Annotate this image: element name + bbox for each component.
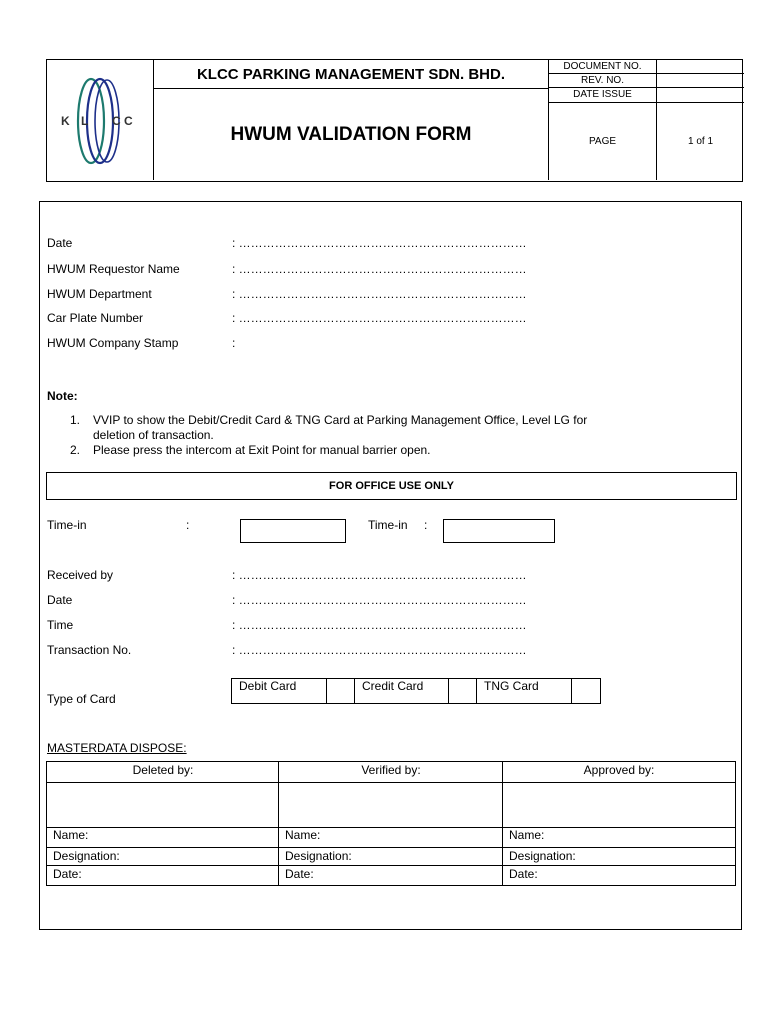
approved-name-label: Name: xyxy=(509,828,545,842)
time-field[interactable]: : ……………………………………………………………… xyxy=(232,618,527,632)
received-by-label: Received by xyxy=(47,568,114,582)
department-label: HWUM Department xyxy=(47,287,152,301)
type-of-card-label: Type of Card xyxy=(47,692,116,706)
office-date-field[interactable]: : ……………………………………………………………… xyxy=(232,593,527,607)
department-field[interactable]: : ……………………………………………………………… xyxy=(232,287,527,301)
company-name: KLCC PARKING MANAGEMENT SDN. BHD. xyxy=(154,60,549,89)
meta-page: PAGE 1 of 1 xyxy=(549,103,744,180)
car-plate-label: Car Plate Number xyxy=(47,311,144,325)
debit-card-checkbox[interactable] xyxy=(327,679,355,703)
tng-card-label: TNG Card xyxy=(477,679,572,703)
masterdata-table xyxy=(46,761,736,886)
md-line-3 xyxy=(47,847,735,848)
deleted-designation-label: Designation: xyxy=(53,849,120,863)
time-in-1-label: Time-in xyxy=(47,518,87,532)
deleted-date-label: Date: xyxy=(53,867,82,881)
approved-date-label: Date: xyxy=(509,867,538,881)
deleted-name-label: Name: xyxy=(53,828,89,842)
meta-document-no: DOCUMENT NO. xyxy=(549,60,744,74)
logo-letter-c2: C xyxy=(124,114,133,128)
logo-cell xyxy=(47,60,154,180)
office-use-banner: FOR OFFICE USE ONLY xyxy=(46,472,737,500)
transaction-no-label: Transaction No. xyxy=(47,643,132,657)
logo-letter-l: L xyxy=(81,114,89,128)
logo-letter-c1: C xyxy=(112,114,121,128)
logo-letter-k: K xyxy=(61,114,70,128)
received-by-field[interactable]: : ……………………………………………………………… xyxy=(232,568,527,582)
md-line-1 xyxy=(47,782,735,783)
masterdata-title: MASTERDATA DISPOSE: xyxy=(47,741,187,755)
note-item-2-num: 2. xyxy=(70,443,81,457)
verified-designation-label: Designation: xyxy=(285,849,352,863)
card-type-options xyxy=(231,678,601,704)
time-in-1-input[interactable] xyxy=(240,519,346,543)
credit-card-checkbox[interactable] xyxy=(449,679,477,703)
meta-date-issue: DATE ISSUE xyxy=(549,88,744,103)
company-stamp-label: HWUM Company Stamp xyxy=(47,336,179,350)
time-in-1-colon: : xyxy=(186,518,190,532)
time-in-2-input[interactable] xyxy=(443,519,555,543)
office-date-label: Date xyxy=(47,593,73,607)
tng-card-checkbox[interactable] xyxy=(572,679,600,703)
note-item-1-line1: VVIP to show the Debit/Credit Card & TNG Card at Parking Management Office, Level LG for xyxy=(93,413,588,427)
meta-rev-no: REV. NO. xyxy=(549,74,744,88)
approved-designation-label: Designation: xyxy=(509,849,576,863)
form-title: HWUM VALIDATION FORM xyxy=(154,89,549,180)
verified-date-label: Date: xyxy=(285,867,314,881)
document-header xyxy=(46,59,743,182)
credit-card-label: Credit Card xyxy=(355,679,449,703)
time-label: Time xyxy=(47,618,74,632)
note-item-1-num: 1. xyxy=(70,413,81,427)
requestor-name-label: HWUM Requestor Name xyxy=(47,262,180,276)
note-item-1-line2: deletion of transaction. xyxy=(93,428,214,442)
debit-card-label: Debit Card xyxy=(232,679,327,703)
time-in-2-label: Time-in xyxy=(368,518,408,532)
time-in-2-colon: : xyxy=(424,518,428,532)
deleted-by-header: Deleted by: xyxy=(132,763,194,777)
verified-by-header: Verified by: xyxy=(361,763,421,777)
transaction-no-field[interactable]: : ……………………………………………………………… xyxy=(232,643,527,657)
date-field[interactable]: : ……………………………………………………………… xyxy=(232,236,527,250)
md-line-2 xyxy=(47,827,735,828)
company-stamp-field[interactable]: : xyxy=(232,336,236,350)
approved-by-header: Approved by: xyxy=(583,763,655,777)
verified-name-label: Name: xyxy=(285,828,321,842)
md-line-4 xyxy=(47,865,735,866)
date-label: Date xyxy=(47,236,73,250)
car-plate-field[interactable]: : ……………………………………………………………… xyxy=(232,311,527,325)
note-title: Note: xyxy=(47,389,78,403)
requestor-name-field[interactable]: : ……………………………………………………………… xyxy=(232,262,527,276)
note-item-2-line1: Please press the intercom at Exit Point for manual barrier open. xyxy=(93,443,431,457)
